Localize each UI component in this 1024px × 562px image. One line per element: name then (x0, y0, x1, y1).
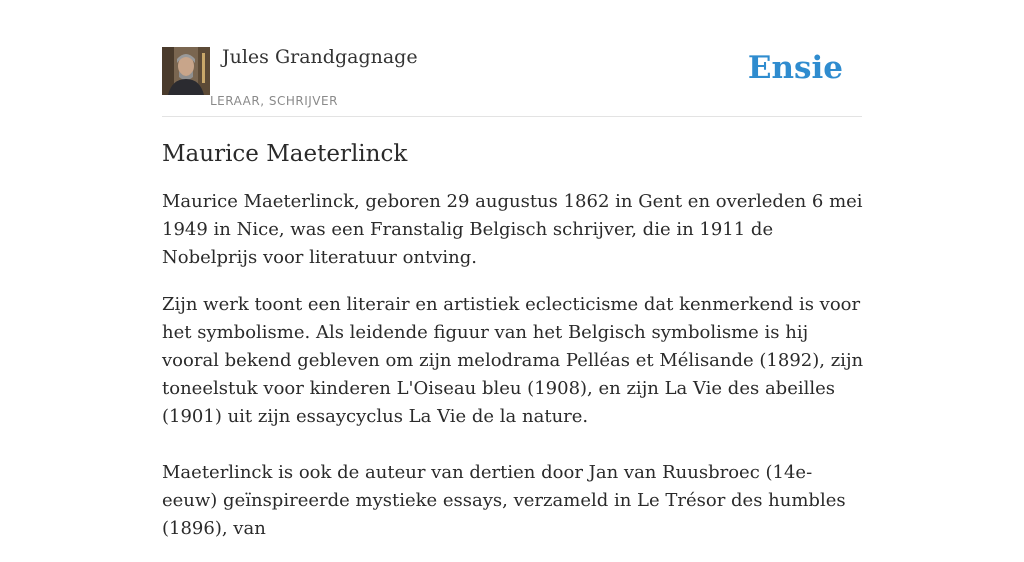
article-body (162, 138, 867, 562)
article-paragraph: Maeterlinck is ook de auteur van dertien door Jan van Ruusbroec (14e-eeuw) geïnspireerde mystieke essays, verzameld in Le Trésor des humbles (1896), van (162, 462, 846, 539)
article-paragraph: Zijn werk toont een literair en artistiek eclecticisme dat kenmerkend is voor het symbolisme. Als leidende figuur van het Belgisch symbolisme is hij vooral bekend gebleven om zijn melodrama Pelléas et Mélisande (1892), zijn toneelstuk voor kinderen L'Oiseau bleu (1908), en zijn La Vie des abeilles (1901) uit zijn essaycyclus La Vie de la nature. (162, 294, 864, 427)
author-name[interactable]: Jules Grandgagnage (222, 46, 418, 68)
article-paragraph: Maurice Maeterlinck, geboren 29 augustus 1862 in Gent en overleden 6 mei 1949 in Nice, was een Franstalig Belgisch schrijver, die in 1911 de Nobelprijs voor literatuur ontving. (162, 191, 863, 268)
article-title: Maurice Maeterlinck (162, 141, 408, 167)
article-header (162, 44, 862, 117)
author-avatar[interactable] (162, 47, 210, 95)
brand-logo-link[interactable]: Ensie (747, 50, 843, 86)
author-role: LERAAR, SCHRIJVER (210, 94, 338, 108)
author-photo (162, 47, 210, 95)
